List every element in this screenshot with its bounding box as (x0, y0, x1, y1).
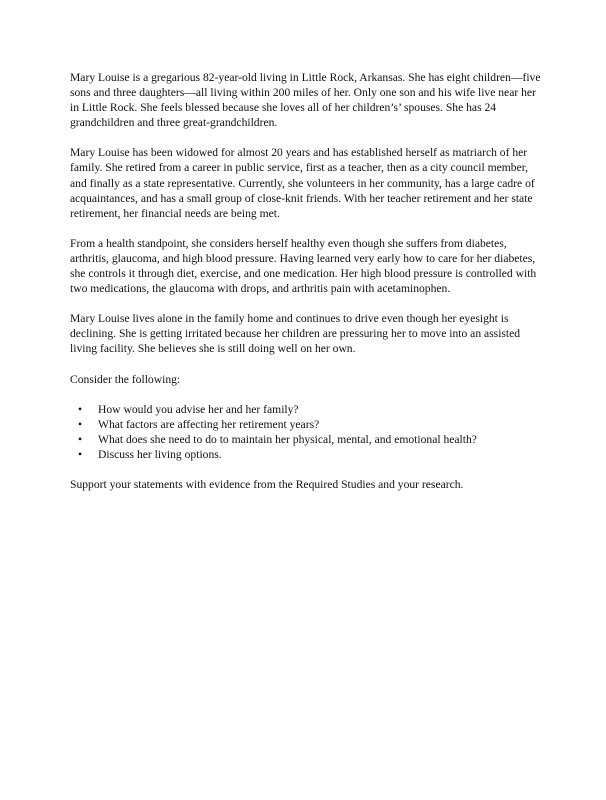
list-item (70, 447, 542, 462)
document-page (70, 70, 542, 507)
question-list (70, 402, 542, 462)
bullet-icon: • (78, 432, 83, 446)
bullet-icon: • (78, 447, 83, 461)
question-text: How would you advise her and her family? (98, 402, 299, 416)
question-text: What does she need to do to maintain her physical, mental, and emotional health? (98, 432, 477, 446)
bullet-icon: • (78, 402, 83, 416)
consider-label: Consider the following: (70, 372, 181, 386)
list-item (70, 417, 542, 432)
paragraph-career: Mary Louise has been widowed for almost 20 years and has established herself as matriarch of her family. She retired from a career in public service, first as a teacher, then as a city council member, and finally as a state representative. Currently, she volunteers in her community, has a large cadre of acquaintances, and has a small group of close-knit friends. With her teacher retirement and her state retirement, her financial needs are being met. (70, 146, 535, 220)
bullet-icon: • (78, 417, 83, 431)
paragraph-health: From a health standpoint, she considers herself healthy even though she suffers from diabetes, arthritis, glaucoma, and high blood pressure. Having learned very early how to care for her diabetes, she controls it through diet, exercise, and one medication. Her high blood pressure is controlled with two medications, the glaucoma with drops, and arthritis pain with acetaminophen. (70, 236, 537, 296)
closing-instruction: Support your statements with evidence from the Required Studies and your research. (70, 477, 464, 491)
list-item (70, 402, 542, 417)
paragraph-living: Mary Louise lives alone in the family home and continues to drive even though her eyesight is declining. She is getting irritated because her children are pressuring her to move into an assisted living facility. She believes she is still doing well on her own. (70, 312, 521, 356)
paragraph-family: Mary Louise is a gregarious 82-year-old living in Little Rock, Arkansas. She has eight children—five sons and three daughters—all living within 200 miles of her. Only one son and his wife live near her in Little Rock. She feels blessed because she loves all of her children’s’ spouses. She has 24 grandchildren and three great-grandchildren. (70, 71, 541, 130)
question-text: Discuss her living options. (98, 447, 222, 461)
question-text: What factors are affecting her retirement years? (98, 417, 320, 431)
list-item (70, 432, 542, 447)
